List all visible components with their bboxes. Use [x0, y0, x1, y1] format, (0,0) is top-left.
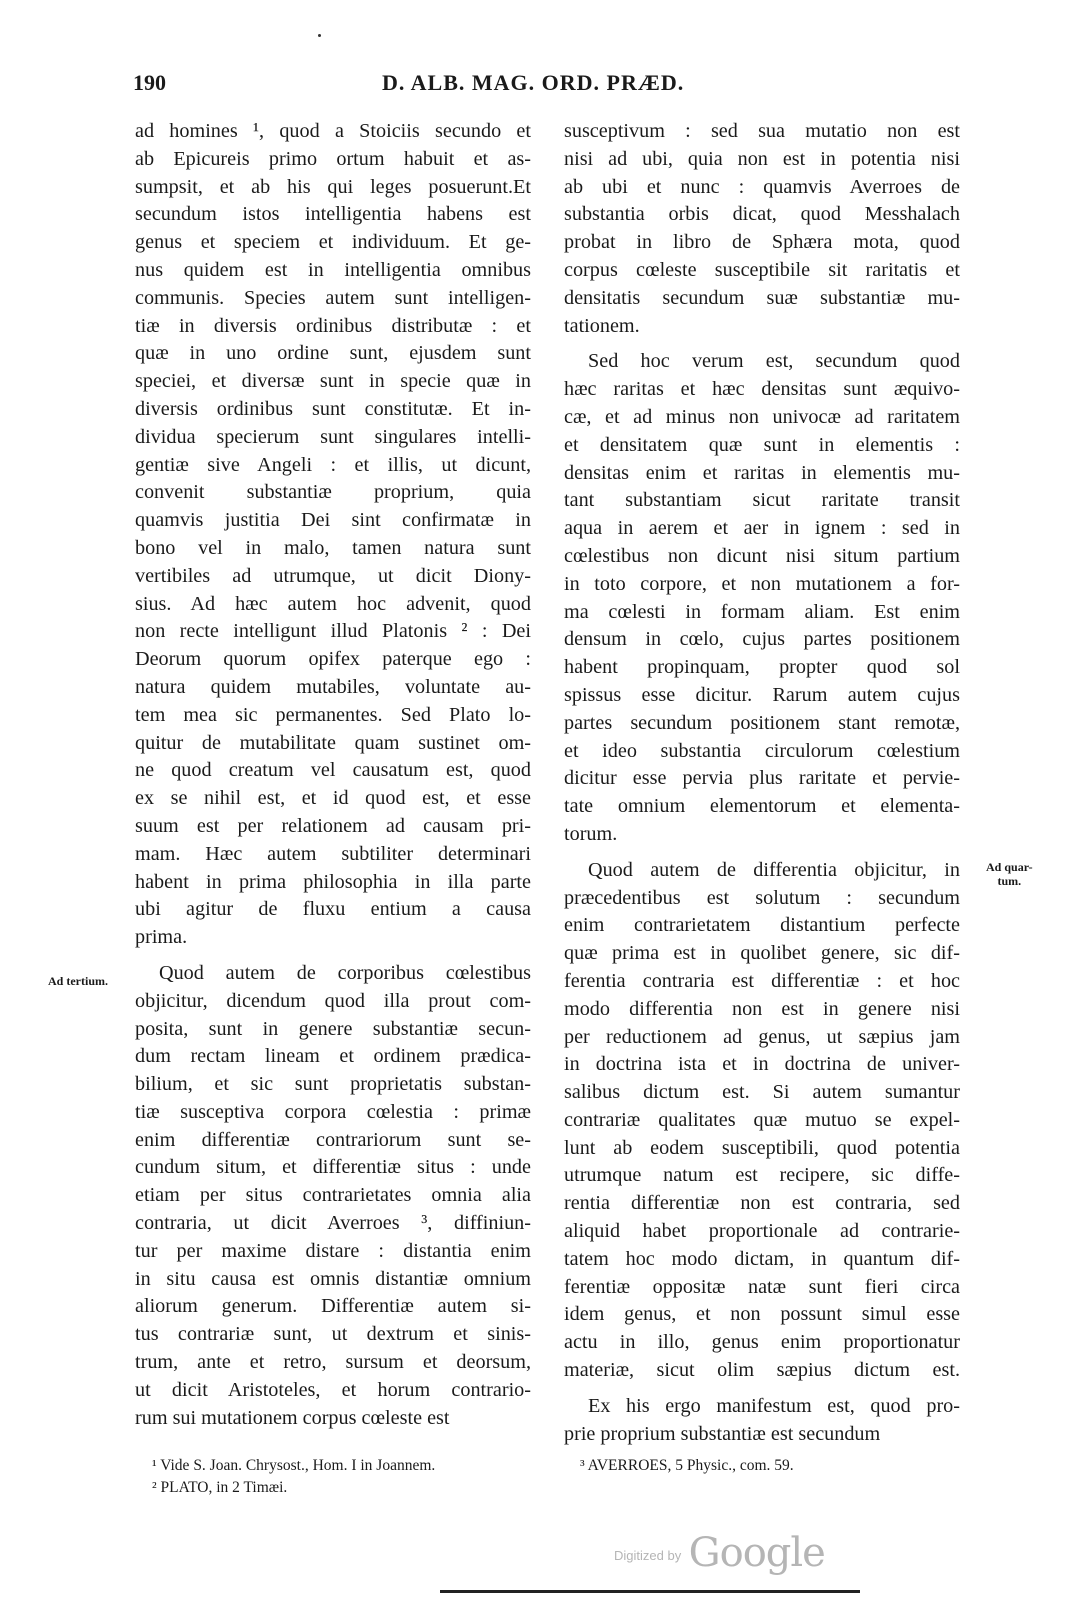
text-line: præcedentibus est solutum : secundum — [564, 886, 960, 909]
footnote-3: ³ AVERROES, 5 Physic., com. 59. — [580, 1457, 794, 1474]
text-line: prie proprium substantiæ est secundum — [564, 1422, 881, 1445]
text-line: modo differentia non est in genere nisi — [564, 997, 960, 1020]
text-line: tiæ in diversis ordinibus distributæ : et — [135, 314, 531, 337]
text-line: habent in prima philosophia in illa parte — [135, 870, 531, 893]
text-line: enim contrarietatem distantium perfecte — [564, 914, 960, 937]
text-line: cœlestibus non dicunt nisi situm partium — [564, 544, 960, 567]
text-line: habent propinquam, propter quod sol — [564, 656, 960, 679]
text-line: torum. — [564, 822, 618, 845]
text-line: contrariæ qualitates quæ mutuo se expel- — [564, 1108, 960, 1131]
text-line: ab Epicureis primo ortum habuit et as- — [135, 147, 531, 170]
text-line: ex se nihil est, et id quod est, et esse — [135, 787, 531, 810]
footnote-1: ¹ Vide S. Joan. Chrysost., Hom. I in Joannem. — [152, 1457, 436, 1474]
text-line: utrumque natum est recipere, sic diffe- — [564, 1164, 960, 1187]
margin-note-ad-quartum — [986, 860, 1033, 888]
text-line: aliquid habet proportionale ad contrarie- — [564, 1220, 960, 1243]
text-line: dicitur esse pervia plus raritate et pervie- — [564, 767, 960, 790]
text-line: etiam per situs contrarietates omnia alia — [135, 1184, 531, 1207]
text-line: secundum istos intelligentia habens est — [135, 203, 531, 226]
left-text-column — [135, 118, 531, 1432]
text-line: tem mea sic permanentes. Sed Plato lo- — [135, 703, 531, 726]
text-line: convenit substantiæ proprium, quia — [135, 481, 531, 504]
text-line: ne quod creatum vel causatum est, quod — [135, 759, 531, 782]
text-line: nisi ad ubi, quia non est in potentia nisi — [564, 147, 960, 170]
text-line: Sed hoc verum est, secundum quod — [588, 350, 960, 373]
text-line: tus contrariæ sunt, ut dextrum et sinis- — [135, 1323, 531, 1346]
scan-edge-rule — [440, 1590, 860, 1593]
text-line: densitatis secundum suæ substantiæ mu- — [564, 286, 960, 309]
text-line: et densitatem quæ sunt in elementis : — [564, 433, 960, 456]
text-line: dividua specierum sunt singulares intelli- — [135, 425, 531, 448]
text-line: per reductionem ad genus, ut sæpius jam — [564, 1025, 960, 1048]
text-line: prima. — [135, 926, 188, 949]
text-line: bono vel in malo, tamen natura sunt — [135, 536, 531, 559]
text-line: probat in libro de Sphæra mota, quod — [564, 231, 960, 254]
text-line: nus quidem est in intelligentia omnibus — [135, 258, 531, 281]
text-line: in toto corpore, et non mutationem a for- — [564, 572, 960, 595]
print-speck — [318, 34, 321, 37]
google-logo: Google — [688, 1530, 825, 1576]
text-line: aqua in aerem et aer in ignem : sed in — [564, 517, 960, 540]
text-line: idem genus, et non possunt simul esse — [564, 1303, 960, 1326]
text-line: Quod autem de corporibus cœlestibus — [159, 961, 531, 984]
text-line: et ideo substantia circulorum cœlestium — [564, 739, 960, 762]
text-line: posita, sunt in genere substantiæ secun- — [135, 1017, 531, 1040]
margin-note-ad-quartum-line-2: tum. — [997, 874, 1022, 888]
text-line: enim differentiæ contrariorum sunt se- — [135, 1128, 531, 1151]
margin-note-ad-tertium: Ad tertium. — [48, 974, 108, 988]
text-line: rum sui mutationem corpus cœleste est — [135, 1406, 450, 1429]
text-line: quitur de mutabilitate quam sustinet om- — [135, 731, 531, 754]
running-head: D. ALB. MAG. ORD. PRÆD. — [382, 70, 685, 95]
margin-note-ad-quartum-line-1: Ad quar- — [986, 860, 1033, 874]
text-line: ab ubi et nunc : quamvis Averroes de — [564, 175, 960, 198]
footnotes-right — [580, 1455, 794, 1477]
text-line: suum est per relationem ad causam pri- — [135, 814, 531, 837]
text-line: tatem hoc modo dictam, in quantum dif- — [564, 1247, 960, 1270]
text-line: materiæ, sicut olim sæpius dictum est. — [564, 1359, 960, 1382]
text-line: quæ in uno ordine sunt, ejusdem sunt — [135, 342, 531, 365]
text-line: gentiæ sive Angeli : et illis, ut dicunt, — [135, 453, 531, 476]
text-line: tant substantiam sicut raritate transit — [564, 489, 960, 512]
text-line: susceptivum : sed sua mutatio non est — [564, 120, 960, 142]
text-line: non recte intelligunt illud Platonis ² : Dei — [135, 620, 531, 643]
text-line: in situ causa est omnis distantiæ omnium — [135, 1267, 531, 1290]
text-line: tiæ susceptiva corpora cœlestia : primæ — [135, 1100, 531, 1123]
text-line: sumpsit, et ab his qui leges posuerunt.Et — [135, 175, 531, 198]
text-line: tur per maxime distare : distantia enim — [135, 1239, 531, 1262]
text-line: cæ, et ad minus non univocæ ad raritatem — [564, 405, 960, 428]
text-line: speciei, et diversæ sunt in specie quæ in — [135, 370, 531, 393]
text-line: partes secundum positionem stant remotæ, — [564, 711, 960, 734]
text-line: objicitur, dicendum quod illa prout com- — [135, 989, 531, 1012]
text-line: quamvis justitia Dei sint confirmatæ in — [135, 509, 531, 532]
text-line: ad homines ¹, quod a Stoiciis secundo et — [135, 120, 531, 142]
watermark-prefix: Digitized by — [614, 1548, 682, 1563]
text-line: substantia orbis dicat, quod Messhalach — [564, 203, 960, 226]
text-line: sius. Ad hæc autem hoc advenit, quod — [135, 592, 531, 615]
text-line: contraria, ut dicit Averroes ³, diffiniun- — [135, 1212, 531, 1235]
text-line: ferentiæ oppositæ natæ sunt fieri circa — [564, 1275, 960, 1298]
text-line: mam. Hæc autem subtiliter determinari — [135, 842, 531, 865]
text-line: aliorum generum. Differentiæ autem si- — [135, 1295, 531, 1318]
text-line: ubi agitur de fluxu entium a causa — [135, 898, 531, 921]
text-line: vertibiles ad utrumque, ut dicit Diony- — [135, 564, 531, 587]
text-line: in doctrina ista et in doctrina de univer- — [564, 1053, 960, 1076]
text-line: densum in cœlo, cujus partes positionem — [564, 628, 960, 651]
text-line: communis. Species autem sunt intelligen- — [135, 286, 531, 309]
text-line: genus et speciem et individuum. Et ge- — [135, 231, 531, 254]
text-line: spissus esse dicitur. Rarum autem cujus — [564, 683, 960, 706]
text-line: rentia differentiæ non est contraria, sed — [564, 1192, 960, 1215]
text-line: ma cœlesti in formam aliam. Est enim — [564, 600, 960, 623]
text-line: ut dicit Aristoteles, et horum contrario- — [135, 1378, 531, 1401]
footnotes-left — [152, 1455, 435, 1499]
right-text-column — [564, 118, 960, 1448]
text-line: lunt ab eodem susceptibili, quod potentia — [564, 1136, 960, 1159]
text-line: salibus dictum est. Si autem sumantur — [564, 1081, 960, 1104]
text-line: hæc raritas et hæc densitas sunt æquivo- — [564, 378, 960, 401]
text-line: natura quidem mutabiles, voluntate au- — [135, 675, 531, 698]
page-number: 190 — [133, 70, 166, 95]
text-line: tationem. — [564, 314, 640, 337]
text-line: Ex his ergo manifestum est, quod pro- — [588, 1394, 960, 1417]
text-line: Deorum quorum opifex paterque ego : — [135, 648, 531, 671]
text-line: densitas enim et raritas in elementis mu- — [564, 461, 960, 484]
text-line: diversis ordinibus sunt constitutæ. Et in- — [135, 397, 531, 420]
text-line: Quod autem de differentia objicitur, in — [588, 858, 960, 881]
text-line: cundum situm, et differentiæ situs : unde — [135, 1156, 531, 1179]
text-line: actu in illo, genus enim proportionatur — [564, 1331, 960, 1354]
text-line: quæ prima est in quolibet genere, sic dif- — [564, 942, 960, 965]
footnote-2: ² PLATO, in 2 Timæi. — [152, 1479, 288, 1496]
text-line: bilium, et sic sunt proprietatis substan- — [135, 1073, 531, 1096]
text-line: tate omnium elementorum et elementa- — [564, 795, 960, 818]
text-line: trum, ante et retro, sursum et deorsum, — [135, 1351, 531, 1374]
text-line: corpus cœleste susceptibile sit raritatis et — [564, 258, 960, 281]
text-line: ferentia contraria est differentiæ : et hoc — [564, 969, 960, 992]
text-line: dum rectam lineam et ordinem prædica- — [135, 1045, 531, 1068]
digitized-by-google-watermark — [614, 1530, 825, 1576]
